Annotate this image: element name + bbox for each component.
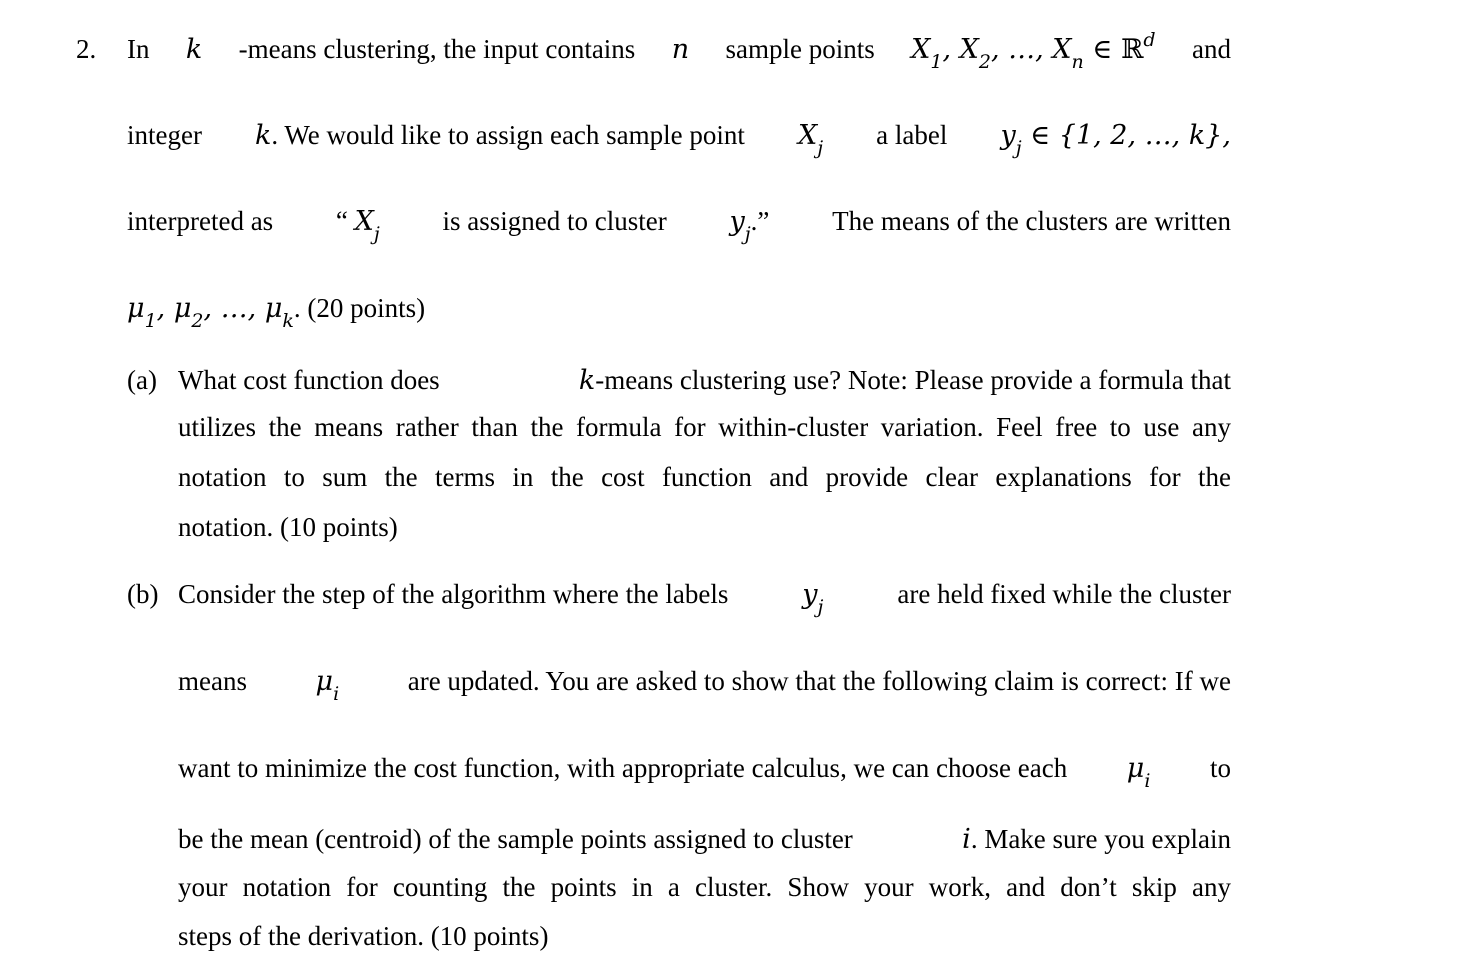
question-line-2 (127, 118, 1231, 159)
part-a-label: (a) (127, 365, 157, 395)
part-a-line-2: utilizes the means rather than the formula for within-cluster variation. Feel free to use any (178, 412, 1231, 442)
word-to: to (1209, 753, 1231, 783)
sample-set: $X_1$, $X_2$, …, $X_n$ ∈ ℝ$^d$ (911, 29, 1156, 73)
part-a-line-4: notation. (10 points) (178, 512, 398, 542)
word-means: means (178, 666, 247, 696)
var-n: n (671, 34, 690, 65)
word-and: and (1191, 34, 1231, 64)
text-a-label: a label (876, 120, 948, 150)
text-sample-points: sample points (725, 34, 875, 64)
part-b-line-1 (178, 577, 1231, 618)
part-b-line3-text: want to minimize the cost function, with appropriate calculus, we can choose each (178, 753, 1068, 783)
label-set: $y_j$ ∈ {1, 2, …, k}, (1000, 120, 1231, 159)
part-a-text-pre: What cost function does (178, 365, 440, 395)
part-b-line2-text: are updated. You are asked to show that the following claim is correct: If we (407, 666, 1231, 696)
part-b-line-6: steps of the derivation. (10 points) (178, 921, 549, 951)
text-means-written: The means of the clusters are written (832, 206, 1231, 236)
part-b-line-4 (178, 822, 1231, 857)
part-a-line-1 (178, 363, 1231, 398)
question-line-4 (127, 291, 426, 332)
part-b-line4-text: be the mean (centroid) of the sample points assigned to cluster (178, 824, 853, 854)
part-a-text-post: k-means clustering use? Note: Please provide a formula that (578, 365, 1231, 396)
var-mu-i: $\mu_i$ (315, 666, 340, 705)
part-b-line4-post: i. Make sure you explain (962, 824, 1231, 855)
part-b-text-pre: Consider the step of the algorithm where the labels (178, 579, 729, 609)
question-number: 2. (76, 34, 97, 64)
text-kmeans: -means clustering, the input contains (238, 34, 636, 64)
var-xj: $X_j$ (797, 120, 824, 159)
points-20: . (20 points) (293, 293, 426, 323)
word-integer: integer (127, 120, 202, 150)
part-b-line-5: your notation for counting the points in a cluster. Show your work, and don’t skip any (178, 872, 1231, 902)
var-yj-close: $y_j$.” (729, 206, 770, 245)
part-b-line-2 (178, 664, 1231, 705)
word-in: In (127, 34, 150, 64)
var-yj: $y_j$ (802, 579, 824, 618)
text-interpreted: interpreted as (127, 206, 274, 236)
question-line-3 (127, 204, 1231, 245)
question-line-1 (127, 29, 1231, 73)
text-is-assigned: is assigned to cluster (442, 206, 667, 236)
var-mu-i-2: $\mu_i$ (1126, 753, 1151, 792)
var-k: k (185, 34, 203, 65)
quote-xj: “ $X_j$ (335, 206, 380, 245)
part-b-label: (b) (127, 579, 159, 609)
means-list: $\mu_1$, $\mu_2$, …, $\mu_k$ (127, 293, 294, 332)
text-assign: k. We would like to assign each sample point (255, 120, 745, 151)
part-b-line-3 (178, 751, 1231, 792)
part-a-line-3: notation to sum the terms in the cost function and provide clear explanations for the (178, 462, 1231, 492)
part-b-text-post: are held fixed while the cluster (897, 579, 1231, 609)
